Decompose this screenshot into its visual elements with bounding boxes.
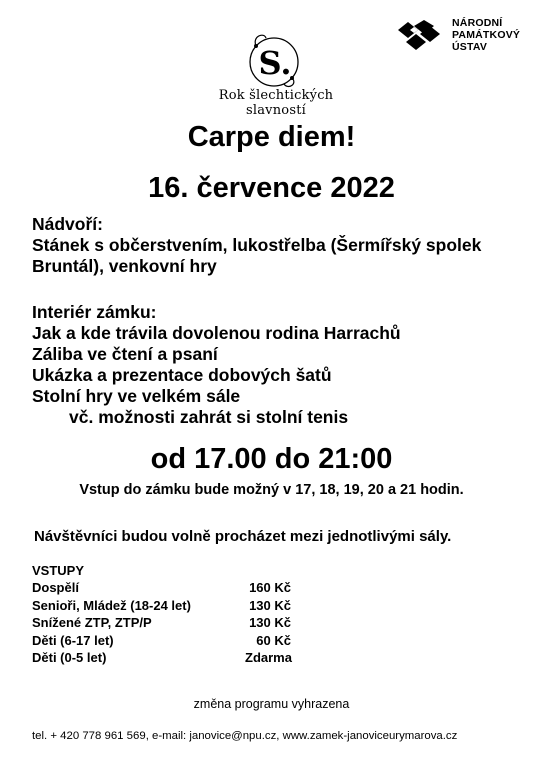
- entry-note: Vstup do zámku bude možný v 17, 18, 19, 20 a 21 hodin.: [79, 482, 464, 498]
- courtyard-section: [32, 214, 522, 277]
- npu-line3: ÚSTAV: [452, 41, 488, 53]
- price-row: [32, 633, 291, 651]
- price-row: [32, 650, 291, 668]
- price-label: Dospělí: [32, 580, 79, 595]
- price-list: [32, 563, 291, 668]
- festival-title: [196, 88, 356, 118]
- roundel-letter: S.: [258, 44, 292, 82]
- interior-line: Jak a kde trávila dovolenou rodina Harrachů: [32, 323, 401, 343]
- price-label: Senioři, Mládež (18-24 let): [32, 597, 191, 613]
- price-value: 60 Kč: [256, 632, 291, 648]
- price-row: [32, 580, 291, 598]
- price-value: 130 Kč: [249, 597, 291, 613]
- festival-logo: [242, 28, 306, 92]
- interior-line: Stolní hry ve velkém sále: [32, 386, 241, 406]
- price-list-heading: VSTUPY: [32, 563, 85, 578]
- npu-line1: NÁRODNÍ: [452, 17, 503, 29]
- contact-line: tel. + 420 778 961 569, e-mail: janovice@npu.cz, www.zamek-janoviceurymarova.cz: [32, 730, 458, 742]
- event-time: od 17.00 do 21:00: [150, 443, 393, 475]
- change-note: změna programu vyhrazena: [193, 697, 350, 711]
- courtyard-line: Bruntál), venkovní hry: [32, 256, 217, 276]
- festival-title-line1: Rok šlechtických: [218, 88, 334, 103]
- interior-heading: Interiér zámku:: [32, 302, 157, 322]
- price-row: [32, 598, 291, 616]
- price-label: Snížené ZTP, ZTP/P: [32, 615, 152, 631]
- price-row: [32, 615, 291, 633]
- npu-line2: PAMÁTKOVÝ: [452, 29, 521, 41]
- npu-logo-icon: [396, 18, 444, 52]
- price-value: 160 Kč: [249, 580, 291, 595]
- visitors-note: Návštěvníci budou volně procházet mezi jednotlivými sály.: [34, 528, 452, 545]
- npu-logo-text: [452, 17, 520, 53]
- interior-line: Záliba ve čtení a psaní: [32, 344, 218, 364]
- interior-indented-line: vč. možnosti zahrát si stolní tenis: [69, 407, 349, 427]
- page-title: Carpe diem!: [187, 121, 356, 153]
- price-label: Děti (0-5 let): [32, 650, 107, 666]
- price-value: 130 Kč: [249, 615, 291, 631]
- courtyard-heading: Nádvoří:: [32, 214, 103, 234]
- event-date: 16. července 2022: [148, 172, 395, 204]
- interior-line: Ukázka a prezentace dobových šatů: [32, 365, 332, 385]
- interior-section: [32, 302, 522, 428]
- price-value: Zdarma: [245, 650, 292, 666]
- courtyard-line: Stánek s občerstvením, lukostřelba (Šermířský spolek: [32, 235, 482, 255]
- price-label: Děti (6-17 let): [32, 632, 114, 648]
- festival-title-line2: slavností: [246, 103, 306, 118]
